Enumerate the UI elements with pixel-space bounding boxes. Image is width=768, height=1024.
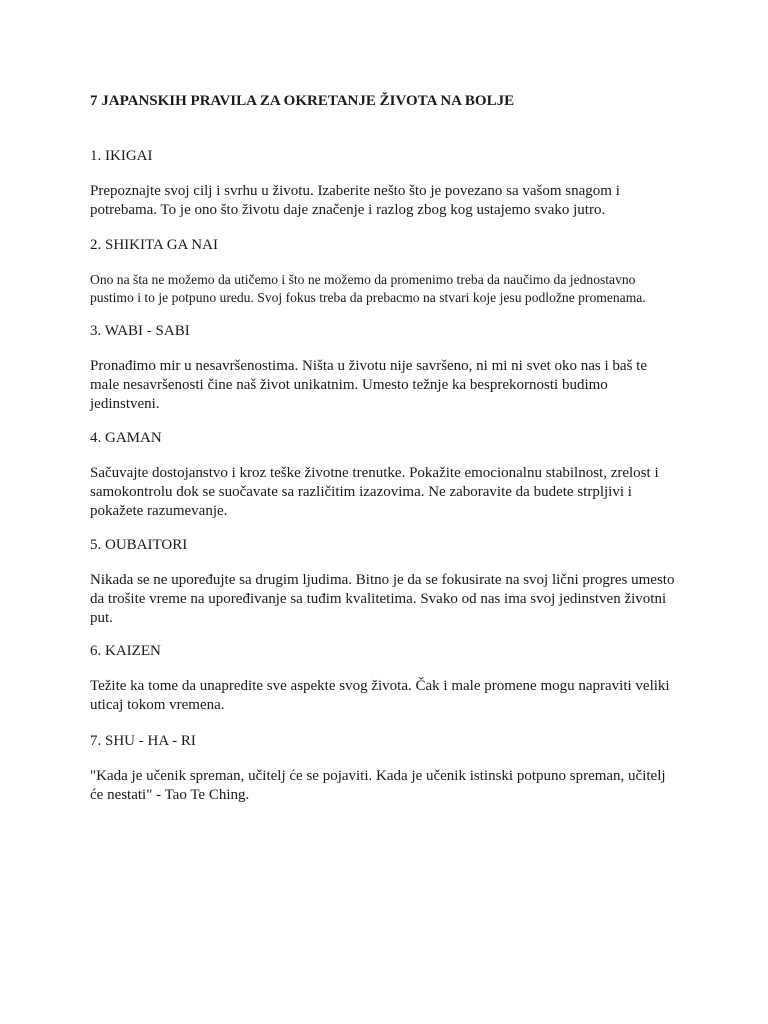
section-heading-shikita-ga-nai: 2. SHIKITA GA NAI xyxy=(90,237,218,253)
text-line: potrebama. To je ono što životu daje značenje i razlog zbog kog ustajemo svako jutro. xyxy=(90,202,606,218)
section-body-shu-ha-ri xyxy=(90,767,690,805)
section-heading-ikigai: 1. IKIGAI xyxy=(90,148,153,164)
text-line: male nesavršenosti čine naš život unikatnim. Umesto težnje ka besprekornosti budimo xyxy=(90,377,608,393)
section-heading-gaman: 4. GAMAN xyxy=(90,430,162,446)
text-line: će nestati" - Tao Te Ching. xyxy=(90,787,250,803)
section-body-wabi-sabi xyxy=(90,357,690,414)
text-line: Pronađimo mir u nesavršenostima. Ništa u životu nije savršeno, ni mi ni svet oko nas i baš te xyxy=(90,358,647,374)
text-line: put. xyxy=(90,610,113,626)
section-heading-kaizen: 6. KAIZEN xyxy=(90,643,161,659)
text-line: jedinstveni. xyxy=(90,396,160,412)
section-body-kaizen xyxy=(90,677,690,715)
text-line: Ono na šta ne možemo da utičemo i što ne možemo da promenimo treba da naučimo da jednostavno xyxy=(90,272,636,287)
text-line: uticaj tokom vremena. xyxy=(90,697,225,713)
text-line: da trošite vreme na upoređivanje sa tuđim kvalitetima. Svako od nas ima svoj jedinstven životni xyxy=(90,591,667,607)
text-line: pokažete razumevanje. xyxy=(90,503,228,519)
text-line: samokontrolu dok se suočavate sa različitim izazovima. Ne zaboravite da budete strpljivi i xyxy=(90,484,632,500)
text-line: pustimo i to je potpuno uredu. Svoj fokus treba da prebacmo na stvari koje jesu podložne promenama. xyxy=(90,289,646,305)
section-body-ikigai xyxy=(90,182,690,220)
text-line: Težite ka tome da unapredite sve aspekte svog života. Čak i male promene mogu napraviti veliki xyxy=(90,678,670,694)
section-heading-oubaitori: 5. OUBAITORI xyxy=(90,537,188,553)
section-heading-shu-ha-ri: 7. SHU - HA - RI xyxy=(90,733,196,749)
document-title: 7 JAPANSKIH PRAVILA ZA OKRETANJE ŽIVOTA NA BOLJE xyxy=(90,93,515,109)
text-line: Nikada se ne upoređujte sa drugim ljudima. Bitno je da se fokusirate na svoj lični progres umesto xyxy=(90,572,675,588)
section-body-shikita-ga-nai xyxy=(90,271,690,306)
text-line: "Kada je učenik spreman, učitelj će se pojaviti. Kada je učenik istinski potpuno spreman, učitelj xyxy=(90,768,666,784)
section-heading-wabi-sabi: 3. WABI - SABI xyxy=(90,323,190,339)
section-body-gaman xyxy=(90,464,690,521)
section-body-oubaitori xyxy=(90,571,690,628)
text-line: Sačuvajte dostojanstvo i kroz teške životne trenutke. Pokažite emocionalnu stabilnost, zrelost i xyxy=(90,465,659,481)
text-line: Prepoznajte svoj cilj i svrhu u životu. Izaberite nešto što je povezano sa vašom snagom i xyxy=(90,183,620,199)
